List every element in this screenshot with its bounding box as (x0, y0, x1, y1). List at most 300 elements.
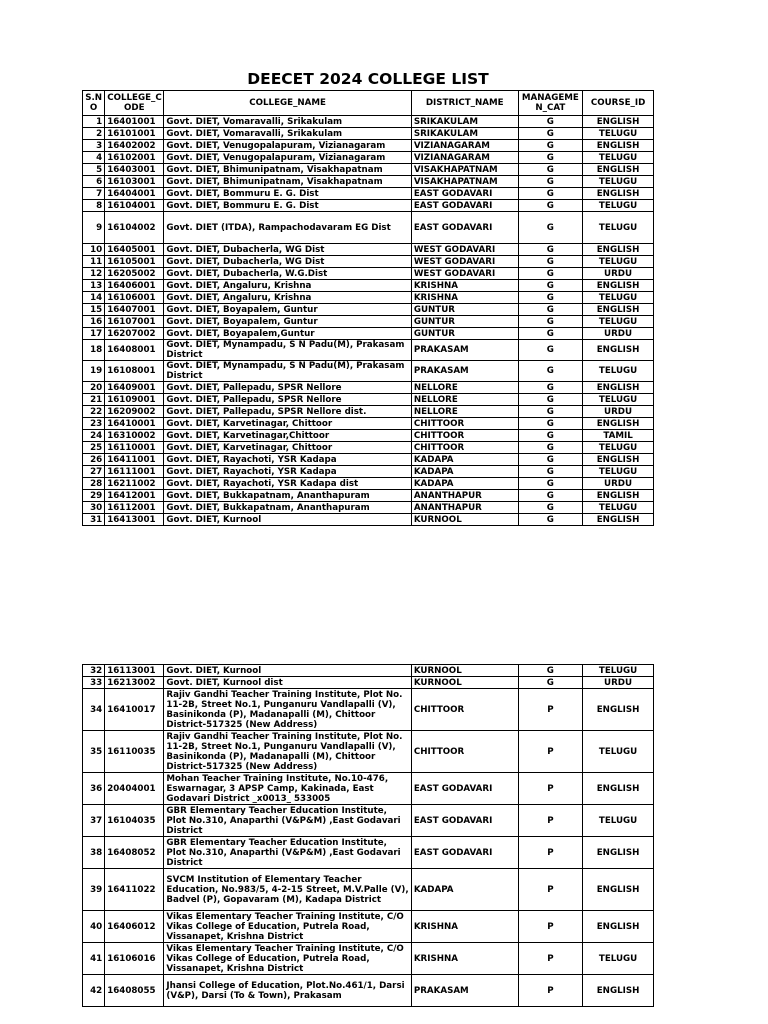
cell-district-name: VISAKHAPATNAM (411, 176, 518, 188)
table-row (83, 292, 654, 304)
table-row (83, 304, 654, 316)
cell-college-code: 16401001 (105, 116, 164, 128)
cell-course-id: ENGLISH (583, 304, 654, 316)
cell-district-name: CHITTOOR (411, 418, 518, 430)
cell-college-code: 16110035 (105, 731, 164, 773)
table-row (83, 430, 654, 442)
cell-sno: 6 (83, 176, 105, 188)
cell-district-name: KADAPA (411, 478, 518, 490)
cell-college-name: Govt. DIET, Karvetinagar, Chittoor (164, 442, 411, 454)
header-sno: S.N O (83, 91, 105, 116)
cell-college-code: 16406012 (105, 911, 164, 943)
cell-college-name: Govt. DIET, Rayachoti, YSR Kadapa (164, 454, 411, 466)
cell-college-code: 16410001 (105, 418, 164, 430)
cell-sno: 10 (83, 244, 105, 256)
cell-course-id: ENGLISH (583, 116, 654, 128)
cell-sno: 29 (83, 490, 105, 502)
header-course-id: COURSE_ID (583, 91, 654, 116)
cell-course-id: TAMIL (583, 430, 654, 442)
cell-sno: 35 (83, 731, 105, 773)
cell-management-category: G (518, 340, 583, 361)
cell-college-code: 16113001 (105, 665, 164, 677)
cell-sno: 34 (83, 689, 105, 731)
cell-management-category: G (518, 176, 583, 188)
cell-management-category: P (518, 773, 583, 805)
table-row (83, 731, 654, 773)
cell-sno: 18 (83, 340, 105, 361)
table-row (83, 140, 654, 152)
cell-sno: 36 (83, 773, 105, 805)
cell-management-category: P (518, 805, 583, 837)
cell-course-id: TELUGU (583, 200, 654, 212)
cell-sno: 20 (83, 382, 105, 394)
cell-district-name: VIZIANAGARAM (411, 140, 518, 152)
cell-management-category: G (518, 164, 583, 176)
cell-course-id: ENGLISH (583, 975, 654, 1007)
cell-management-category: G (518, 418, 583, 430)
table-row (83, 244, 654, 256)
cell-college-name: GBR Elementary Teacher Education Institute, Plot No.310, Anaparthi (V&P&M) ,East Godavari District (164, 805, 411, 837)
cell-college-code: 16207002 (105, 328, 164, 340)
table-row (83, 773, 654, 805)
cell-college-code: 16104035 (105, 805, 164, 837)
table-row (83, 466, 654, 478)
table-row (83, 340, 654, 361)
cell-sno: 5 (83, 164, 105, 176)
table-row (83, 361, 654, 382)
cell-district-name: EAST GODAVARI (411, 805, 518, 837)
cell-course-id: TELUGU (583, 128, 654, 140)
cell-district-name: GUNTUR (411, 328, 518, 340)
cell-college-name: Govt. DIET, Boyapalem,Guntur (164, 328, 411, 340)
cell-sno: 2 (83, 128, 105, 140)
cell-college-code: 16404001 (105, 188, 164, 200)
cell-course-id: ENGLISH (583, 454, 654, 466)
cell-college-name: Jhansi College of Education, Plot.No.461/1, Darsi (V&P), Darsi (To & Town), Prakasam (164, 975, 411, 1007)
cell-college-name: Vikas Elementary Teacher Training Institute, C/O Vikas College of Education, Putrela Road, Vissanapet, Krishna District (164, 911, 411, 943)
cell-course-id: ENGLISH (583, 164, 654, 176)
table-row (83, 200, 654, 212)
table-row (83, 975, 654, 1007)
cell-sno: 12 (83, 268, 105, 280)
cell-college-name: Vikas Elementary Teacher Training Institute, C/O Vikas College of Education, Putrela Road, Vissanapet, Krishna District (164, 943, 411, 975)
cell-sno: 1 (83, 116, 105, 128)
cell-sno: 13 (83, 280, 105, 292)
cell-course-id: ENGLISH (583, 188, 654, 200)
cell-college-code: 16103001 (105, 176, 164, 188)
cell-management-category: G (518, 188, 583, 200)
cell-district-name: SRIKAKULAM (411, 128, 518, 140)
header-college-code: COLLEGE_C ODE (105, 91, 164, 116)
cell-college-name: Mohan Teacher Training Institute, No.10-476, Eswarnagar, 3 APSP Camp, Kakinada, East Godavari District _x0013_ 533005 (164, 773, 411, 805)
cell-course-id: TELUGU (583, 731, 654, 773)
cell-management-category: P (518, 943, 583, 975)
cell-management-category: P (518, 837, 583, 869)
cell-college-name: Govt. DIET, Bukkapatnam, Ananthapuram (164, 502, 411, 514)
cell-sno: 14 (83, 292, 105, 304)
cell-college-name: Govt. DIET, Dubacherla, WG Dist (164, 244, 411, 256)
cell-management-category: G (518, 382, 583, 394)
table-row (83, 514, 654, 526)
college-table-page-1 (82, 90, 654, 526)
cell-district-name: WEST GODAVARI (411, 256, 518, 268)
cell-college-name: Govt. DIET, Mynampadu, S N Padu(M), Prakasam District (164, 361, 411, 382)
cell-course-id: ENGLISH (583, 911, 654, 943)
cell-college-code: 16407001 (105, 304, 164, 316)
cell-management-category: G (518, 454, 583, 466)
cell-management-category: G (518, 200, 583, 212)
cell-district-name: GUNTUR (411, 316, 518, 328)
cell-college-code: 16104001 (105, 200, 164, 212)
cell-management-category: G (518, 280, 583, 292)
cell-college-code: 16101001 (105, 128, 164, 140)
cell-college-code: 16405001 (105, 244, 164, 256)
cell-college-code: 16408001 (105, 340, 164, 361)
cell-college-name: Govt. DIET, Dubacherla, W.G.Dist (164, 268, 411, 280)
cell-sno: 17 (83, 328, 105, 340)
cell-course-id: URDU (583, 677, 654, 689)
table-row (83, 677, 654, 689)
cell-management-category: G (518, 361, 583, 382)
cell-sno: 31 (83, 514, 105, 526)
cell-management-category: G (518, 116, 583, 128)
cell-management-category: G (518, 152, 583, 164)
cell-college-code: 16410017 (105, 689, 164, 731)
table-row (83, 176, 654, 188)
cell-college-code: 16402002 (105, 140, 164, 152)
cell-district-name: EAST GODAVARI (411, 773, 518, 805)
cell-management-category: P (518, 689, 583, 731)
cell-college-code: 16403001 (105, 164, 164, 176)
cell-college-code: 16106001 (105, 292, 164, 304)
cell-management-category: G (518, 490, 583, 502)
cell-course-id: ENGLISH (583, 418, 654, 430)
cell-district-name: KRISHNA (411, 911, 518, 943)
cell-college-name: Govt. DIET, Bhimunipatnam, Visakhapatnam (164, 164, 411, 176)
cell-course-id: ENGLISH (583, 490, 654, 502)
table-row (83, 665, 654, 677)
cell-college-name: Govt. DIET, Mynampadu, S N Padu(M), Prakasam District (164, 340, 411, 361)
cell-district-name: SRIKAKULAM (411, 116, 518, 128)
table-row (83, 116, 654, 128)
cell-college-name: Govt. DIET, Boyapalem, Guntur (164, 316, 411, 328)
table-row (83, 442, 654, 454)
cell-college-name: Govt. DIET, Rayachoti, YSR Kadapa dist (164, 478, 411, 490)
cell-college-code: 16104002 (105, 212, 164, 244)
cell-sno: 37 (83, 805, 105, 837)
cell-course-id: TELUGU (583, 152, 654, 164)
cell-sno: 40 (83, 911, 105, 943)
cell-management-category: G (518, 316, 583, 328)
cell-sno: 25 (83, 442, 105, 454)
cell-college-code: 20404001 (105, 773, 164, 805)
cell-district-name: KADAPA (411, 869, 518, 911)
cell-course-id: TELUGU (583, 316, 654, 328)
cell-district-name: KADAPA (411, 466, 518, 478)
header-management-category: MANAGEME N_CAT (518, 91, 583, 116)
table-row (83, 164, 654, 176)
cell-college-code: 16412001 (105, 490, 164, 502)
college-table-page-2 (82, 664, 654, 1007)
cell-college-code: 16406001 (105, 280, 164, 292)
cell-sno: 33 (83, 677, 105, 689)
cell-course-id: TELUGU (583, 212, 654, 244)
cell-college-code: 16107001 (105, 316, 164, 328)
header-college-name: COLLEGE_NAME (164, 91, 411, 116)
cell-college-code: 16111001 (105, 466, 164, 478)
cell-district-name: NELLORE (411, 382, 518, 394)
cell-district-name: KADAPA (411, 454, 518, 466)
cell-district-name: EAST GODAVARI (411, 212, 518, 244)
cell-district-name: ANANTHAPUR (411, 490, 518, 502)
table-row (83, 454, 654, 466)
cell-sno: 41 (83, 943, 105, 975)
cell-college-code: 16408055 (105, 975, 164, 1007)
cell-course-id: URDU (583, 406, 654, 418)
cell-college-name: Govt. DIET, Pallepadu, SPSR Nellore (164, 394, 411, 406)
cell-course-id: ENGLISH (583, 514, 654, 526)
table-row (83, 152, 654, 164)
table-body (83, 665, 654, 1007)
table-row (83, 911, 654, 943)
cell-college-name: Govt. DIET, Bhimunipatnam, Visakhapatnam (164, 176, 411, 188)
table-row (83, 382, 654, 394)
cell-sno: 21 (83, 394, 105, 406)
cell-management-category: G (518, 128, 583, 140)
cell-course-id: URDU (583, 478, 654, 490)
cell-course-id: TELUGU (583, 502, 654, 514)
cell-college-name: Govt. DIET, Vomaravalli, Srikakulam (164, 128, 411, 140)
table-row (83, 212, 654, 244)
cell-sno: 24 (83, 430, 105, 442)
cell-course-id: ENGLISH (583, 869, 654, 911)
cell-course-id: ENGLISH (583, 244, 654, 256)
cell-course-id: TELUGU (583, 292, 654, 304)
table-row (83, 869, 654, 911)
table-row (83, 502, 654, 514)
cell-sno: 39 (83, 869, 105, 911)
cell-college-code: 16408052 (105, 837, 164, 869)
cell-course-id: ENGLISH (583, 689, 654, 731)
cell-sno: 7 (83, 188, 105, 200)
cell-management-category: G (518, 406, 583, 418)
cell-college-name: Govt. DIET, Dubacherla, WG Dist (164, 256, 411, 268)
cell-sno: 42 (83, 975, 105, 1007)
cell-college-name: Govt. DIET, Vomaravalli, Srikakulam (164, 116, 411, 128)
cell-management-category: G (518, 665, 583, 677)
cell-district-name: PRAKASAM (411, 361, 518, 382)
cell-course-id: URDU (583, 268, 654, 280)
table-row (83, 268, 654, 280)
cell-management-category: G (518, 328, 583, 340)
cell-management-category: G (518, 268, 583, 280)
table-row (83, 490, 654, 502)
cell-district-name: PRAKASAM (411, 340, 518, 361)
cell-district-name: CHITTOOR (411, 442, 518, 454)
cell-management-category: P (518, 731, 583, 773)
cell-college-code: 16205002 (105, 268, 164, 280)
cell-sno: 27 (83, 466, 105, 478)
cell-management-category: G (518, 677, 583, 689)
cell-management-category: P (518, 911, 583, 943)
cell-district-name: KURNOOL (411, 514, 518, 526)
cell-district-name: WEST GODAVARI (411, 268, 518, 280)
cell-sno: 8 (83, 200, 105, 212)
cell-district-name: VIZIANAGARAM (411, 152, 518, 164)
cell-college-code: 16413001 (105, 514, 164, 526)
cell-college-name: SVCM Institution of Elementary Teacher Education, No.983/5, 4-2-15 Street, M.V.Palle (V), Badvel (P), Gopavaram (M), Kadapa District (164, 869, 411, 911)
cell-college-code: 16112001 (105, 502, 164, 514)
cell-management-category: G (518, 244, 583, 256)
table-row (83, 418, 654, 430)
cell-course-id: ENGLISH (583, 140, 654, 152)
header-district-name: DISTRICT_NAME (411, 91, 518, 116)
cell-course-id: ENGLISH (583, 837, 654, 869)
cell-course-id: TELUGU (583, 943, 654, 975)
table-row (83, 128, 654, 140)
table-row (83, 328, 654, 340)
cell-district-name: KURNOOL (411, 665, 518, 677)
table-body (83, 116, 654, 526)
cell-district-name: CHITTOOR (411, 689, 518, 731)
cell-district-name: CHITTOOR (411, 731, 518, 773)
cell-district-name: KRISHNA (411, 943, 518, 975)
cell-sno: 22 (83, 406, 105, 418)
cell-college-code: 16110001 (105, 442, 164, 454)
cell-course-id: ENGLISH (583, 280, 654, 292)
cell-course-id: URDU (583, 328, 654, 340)
cell-college-name: Govt. DIET (ITDA), Rampachodavaram EG Dist (164, 212, 411, 244)
cell-district-name: KURNOOL (411, 677, 518, 689)
cell-district-name: KRISHNA (411, 292, 518, 304)
table-row (83, 256, 654, 268)
table-row (83, 394, 654, 406)
cell-college-name: Govt. DIET, Angaluru, Krishna (164, 292, 411, 304)
cell-sno: 26 (83, 454, 105, 466)
cell-sno: 16 (83, 316, 105, 328)
cell-district-name: EAST GODAVARI (411, 837, 518, 869)
cell-college-name: Govt. DIET, Rayachoti, YSR Kadapa (164, 466, 411, 478)
page-title: DEECET 2024 COLLEGE LIST (247, 70, 489, 88)
cell-course-id: TELUGU (583, 442, 654, 454)
cell-college-name: GBR Elementary Teacher Education Institute, Plot No.310, Anaparthi (V&P&M) ,East Godavari District (164, 837, 411, 869)
cell-college-name: Govt. DIET, Karvetinagar,Chittoor (164, 430, 411, 442)
cell-college-code: 16310002 (105, 430, 164, 442)
cell-college-name: Govt. DIET, Venugopalapuram, Vizianagaram (164, 152, 411, 164)
cell-management-category: G (518, 466, 583, 478)
cell-district-name: CHITTOOR (411, 430, 518, 442)
cell-college-code: 16106016 (105, 943, 164, 975)
cell-course-id: ENGLISH (583, 382, 654, 394)
cell-management-category: P (518, 869, 583, 911)
cell-college-name: Govt. DIET, Kurnool (164, 665, 411, 677)
cell-college-name: Govt. DIET, Boyapalem, Guntur (164, 304, 411, 316)
cell-college-code: 16411022 (105, 869, 164, 911)
cell-management-category: G (518, 140, 583, 152)
cell-college-name: Govt. DIET, Bukkapatnam, Ananthapuram (164, 490, 411, 502)
cell-college-name: Govt. DIET, Kurnool dist (164, 677, 411, 689)
cell-college-code: 16109001 (105, 394, 164, 406)
cell-college-code: 16105001 (105, 256, 164, 268)
table-header-row (83, 91, 654, 116)
cell-district-name: ANANTHAPUR (411, 502, 518, 514)
cell-college-code: 16411001 (105, 454, 164, 466)
table-row (83, 406, 654, 418)
cell-course-id: TELUGU (583, 805, 654, 837)
cell-management-category: G (518, 212, 583, 244)
cell-sno: 30 (83, 502, 105, 514)
cell-college-code: 16102001 (105, 152, 164, 164)
cell-district-name: GUNTUR (411, 304, 518, 316)
cell-college-name: Govt. DIET, Kurnool (164, 514, 411, 526)
cell-district-name: VISAKHAPATNAM (411, 164, 518, 176)
table-row (83, 837, 654, 869)
cell-management-category: G (518, 394, 583, 406)
cell-college-name: Rajiv Gandhi Teacher Training Institute, Plot No. 11-2B, Street No.1, Punganuru Vandlapalli (V), Basinikonda (P), Madanapalli (M), Chittoor District-517325 (New Address) (164, 689, 411, 731)
cell-college-code: 16211002 (105, 478, 164, 490)
table-row (83, 805, 654, 837)
cell-college-code: 16213002 (105, 677, 164, 689)
cell-course-id: TELUGU (583, 466, 654, 478)
cell-management-category: G (518, 430, 583, 442)
cell-sno: 28 (83, 478, 105, 490)
table-row (83, 188, 654, 200)
cell-district-name: EAST GODAVARI (411, 200, 518, 212)
cell-course-id: ENGLISH (583, 340, 654, 361)
cell-college-name: Govt. DIET, Venugopalapuram, Vizianagaram (164, 140, 411, 152)
cell-sno: 32 (83, 665, 105, 677)
cell-management-category: G (518, 502, 583, 514)
cell-college-name: Govt. DIET, Karvetinagar, Chittoor (164, 418, 411, 430)
cell-course-id: TELUGU (583, 665, 654, 677)
cell-management-category: G (518, 304, 583, 316)
cell-sno: 15 (83, 304, 105, 316)
table-row (83, 280, 654, 292)
table-row (83, 689, 654, 731)
cell-sno: 19 (83, 361, 105, 382)
cell-college-name: Govt. DIET, Angaluru, Krishna (164, 280, 411, 292)
cell-college-name: Rajiv Gandhi Teacher Training Institute, Plot No. 11-2B, Street No.1, Punganuru Vandlapalli (V), Basinikonda (P), Madanapalli (M), Chittoor District-517325 (New Address) (164, 731, 411, 773)
cell-management-category: G (518, 514, 583, 526)
cell-district-name: EAST GODAVARI (411, 188, 518, 200)
table-row (83, 478, 654, 490)
cell-college-name: Govt. DIET, Pallepadu, SPSR Nellore dist. (164, 406, 411, 418)
cell-sno: 9 (83, 212, 105, 244)
cell-college-code: 16108001 (105, 361, 164, 382)
cell-district-name: WEST GODAVARI (411, 244, 518, 256)
cell-district-name: NELLORE (411, 406, 518, 418)
cell-sno: 3 (83, 140, 105, 152)
cell-college-name: Govt. DIET, Bommuru E. G. Dist (164, 200, 411, 212)
cell-management-category: G (518, 478, 583, 490)
cell-district-name: PRAKASAM (411, 975, 518, 1007)
cell-course-id: TELUGU (583, 361, 654, 382)
cell-management-category: G (518, 442, 583, 454)
cell-course-id: ENGLISH (583, 773, 654, 805)
cell-course-id: TELUGU (583, 394, 654, 406)
cell-course-id: TELUGU (583, 176, 654, 188)
cell-sno: 11 (83, 256, 105, 268)
table-row (83, 316, 654, 328)
cell-sno: 4 (83, 152, 105, 164)
cell-sno: 23 (83, 418, 105, 430)
cell-college-code: 16209002 (105, 406, 164, 418)
cell-course-id: TELUGU (583, 256, 654, 268)
cell-college-code: 16409001 (105, 382, 164, 394)
cell-district-name: NELLORE (411, 394, 518, 406)
table-row (83, 943, 654, 975)
cell-district-name: KRISHNA (411, 280, 518, 292)
